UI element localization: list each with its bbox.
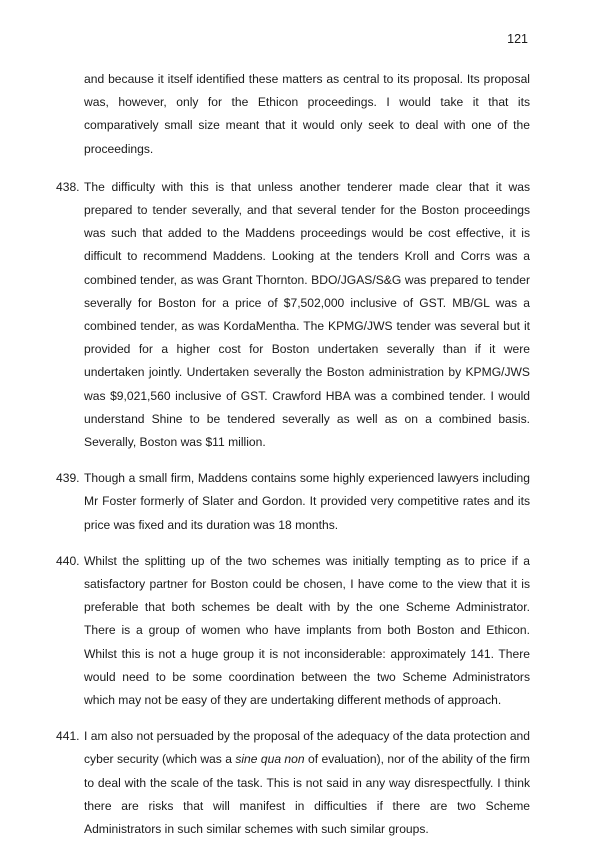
paragraph-438	[56, 176, 530, 454]
paragraph-number: 440.	[56, 553, 80, 568]
paragraph-439	[56, 467, 530, 537]
paragraph-text: and because it itself identified these matters as central to its proposal. Its proposal was, however, only for the Ethicon proceedings. I would take it that its comparatively small size meant that it would only seek to deal with one of the proceedings.	[84, 72, 530, 156]
paragraph-number: 439.	[56, 471, 80, 486]
paragraph-text	[84, 725, 530, 841]
page-number: 121	[507, 32, 528, 46]
paragraph-number: 438.	[56, 179, 80, 194]
paragraph-text: Though a small firm, Maddens contains some highly experienced lawyers including Mr Foster formerly of Slater and Gordon. It provided very competitive rates and its price was fixed and its duration was 18 months.	[84, 471, 530, 532]
paragraph-text: The difficulty with this is that unless another tenderer made clear that it was prepared to tender severally, and that several tender for the Boston proceedings was such that added to the Maddens proceedings would be cost effective, it is difficult to recommend Maddens. Looking at the tenders Kroll and Corrs was a combined tender, as was Grant Thornton. BDO/JGAS/S&G was prepared to tender severally for Boston for a price of $7,502,000 inclusive of GST. MB/GL was a combined tender, as was KordaMentha. The KPMG/JWS tender was several but it provided for a higher cost for Boston undertaken severally than if it were undertaken jointly. Undertaken severally the Boston administration by KPMG/JWS was $9,021,560 inclusive of GST. Crawford HBA was a combined tender. I would understand Shine to be tendered severally as well as on a combined basis. Severally, Boston was $11 million.	[84, 179, 530, 450]
paragraph-text-after: of evaluation), nor of the ability of the firm to deal with the scale of the task. This is not said in any way disrespectfully. I think there are risks that will manifest in difficulties if there are two Scheme Administrators in such similar schemes with such similar groups.	[84, 752, 530, 837]
paragraph-number: 441.	[56, 729, 80, 744]
paragraph-continuation	[56, 68, 530, 161]
paragraph-text-italic: sine qua non	[235, 752, 305, 767]
paragraph-441	[56, 725, 530, 841]
paragraph-440	[56, 550, 530, 712]
document-body	[56, 68, 530, 854]
paragraph-text: Whilst the splitting up of the two schemes was initially tempting as to price if a satisfactory partner for Boston could be chosen, I have come to the view that it is preferable that both schemes be dealt with by the one Scheme Administrator. There is a group of women who have implants from both Boston and Ethicon. Whilst this is not a huge group it is not inconsiderable: approximately 141. There would need to be some coordination between the two Scheme Administrators which may not be easy of they are undertaking different methods of approach.	[84, 553, 530, 708]
paragraph-text-before: I am also not persuaded by the proposal of the adequacy of the data protection and cyber security (which was a	[84, 729, 530, 767]
